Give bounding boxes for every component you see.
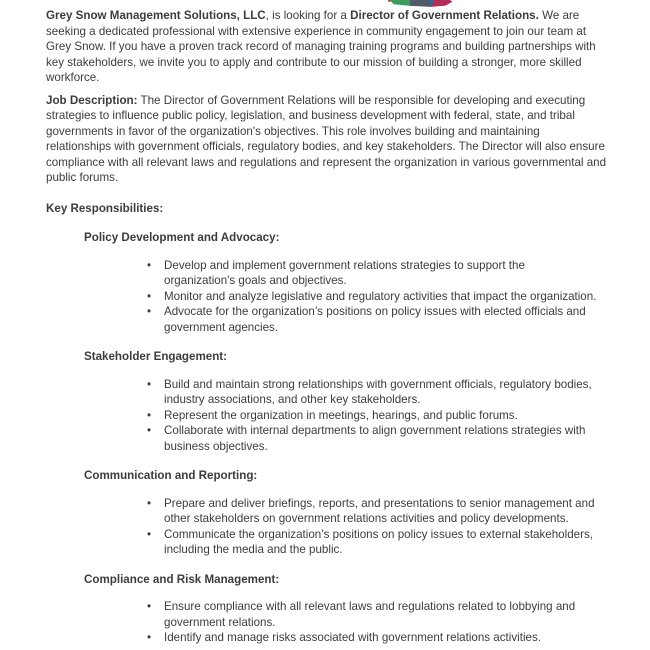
responsibility-section <box>46 468 607 558</box>
bullet-item: • Develop and implement government relations strategies to support the organization's goals and objectives. <box>146 258 597 289</box>
bullet-item: • Collaborate with internal departments to align government relations strategies with business objectives. <box>146 423 597 454</box>
responsibility-section <box>46 230 607 335</box>
section-title: Stakeholder Engagement: <box>84 350 228 363</box>
intro-paragraph <box>46 8 607 86</box>
bullet-item: • Prepare and deliver briefings, reports, and presentations to senior management and other stakeholders on government relations activities and policy developments. <box>146 496 597 527</box>
section-title: Communication and Reporting: <box>84 469 258 482</box>
responsibility-sections <box>46 230 607 646</box>
section-title: Compliance and Risk Management: <box>84 572 280 586</box>
job-description-paragraph <box>46 93 607 186</box>
bullet-item: • Communicate the organization’s positions on policy issues to external stakeholders, including the media and the public. <box>146 527 597 558</box>
key-responsibilities-heading: Key Responsibilities: <box>46 201 164 215</box>
bullet-item: • Ensure compliance with all relevant laws and regulations related to lobbying and government relations. <box>146 599 597 630</box>
job-description-text: The Director of Government Relations will be responsible for developing and executing strategies to influence public policy, legislation, and business development with federal, state, and tribal governments in favor of the organization's objectives. This role involves building and maintaining relationships with government officials, regulatory bodies, and key stakeholders. The Director will also ensure compliance with all relevant laws and regulations and represent the organization in various governmental and public forums. <box>46 93 607 184</box>
bullet-item: • Represent the organization in meetings, hearings, and public forums. <box>146 408 597 424</box>
company-logo-icon <box>388 0 455 9</box>
job-title: Director of Government Relations. <box>350 9 539 22</box>
intro-body: We are seeking a dedicated professional with extensive experience in community engagement to join our team at Grey Snow. If you have a proven track record of managing training programs and building partnerships with key stakeholders, we invite you to apply and contribute to our mission of building a stronger, more skilled workforce. <box>46 9 596 84</box>
section-bullets <box>46 377 607 455</box>
bullet-item: • Identify and manage risks associated with government relations activities. <box>146 630 597 646</box>
company-name: Grey Snow Management Solutions, LLC <box>46 9 266 22</box>
section-title: Policy Development and Advocacy: <box>84 231 280 244</box>
section-bullets <box>46 496 607 558</box>
bullet-item: • Build and maintain strong relationships with government officials, regulatory bodies, industry associations, and other key stakeholders. <box>146 377 597 408</box>
responsibility-section <box>46 349 607 454</box>
bullet-item: • Advocate for the organization’s positions on policy issues with elected officials and government agencies. <box>146 304 597 335</box>
section-bullets <box>46 258 607 336</box>
job-description-label: Job Description: <box>46 93 138 107</box>
intro-connector: , is looking for a <box>265 9 351 22</box>
section-bullets <box>46 599 607 646</box>
responsibility-section <box>46 572 607 646</box>
bullet-item: • Monitor and analyze legislative and regulatory activities that impact the organization. <box>146 289 597 305</box>
